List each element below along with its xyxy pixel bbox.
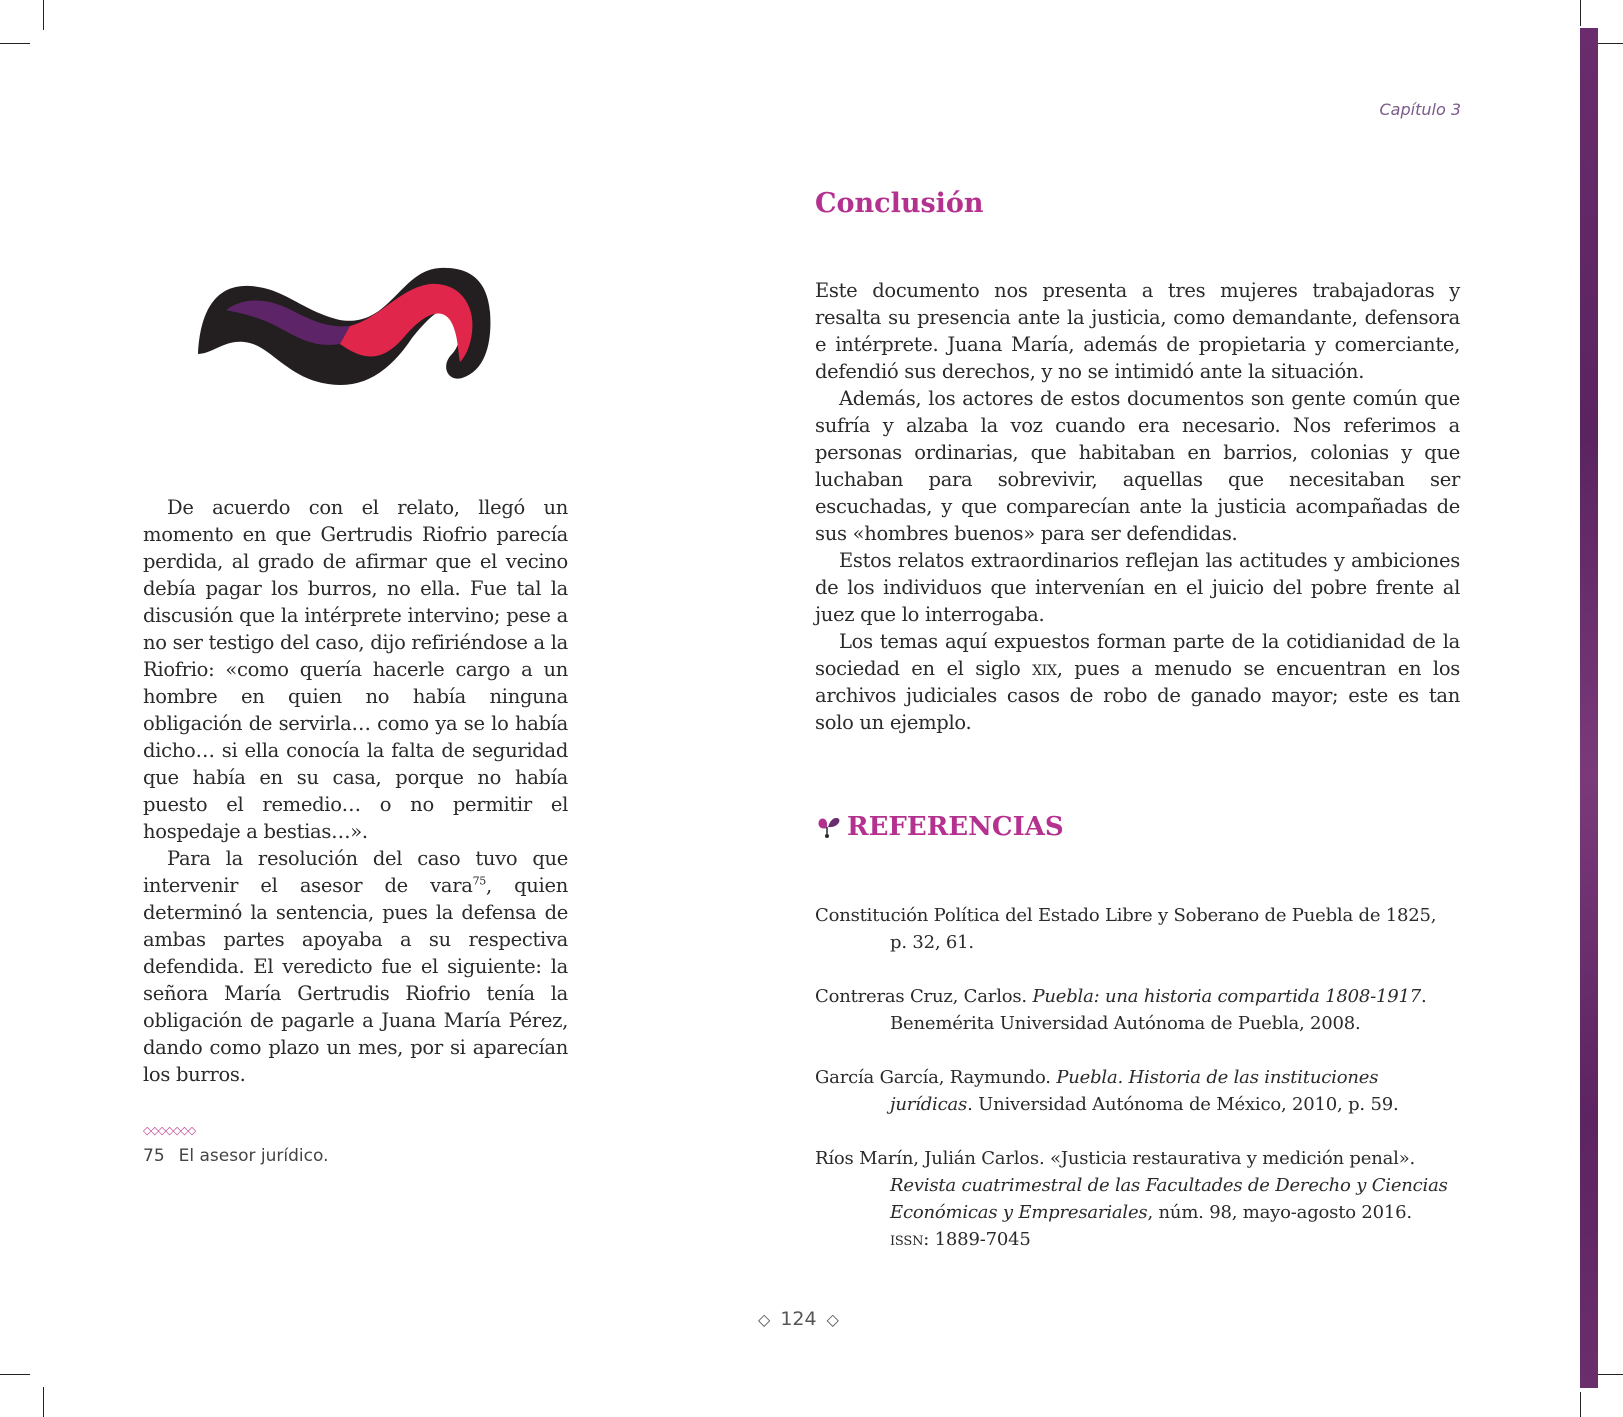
butterfly-icon xyxy=(815,814,841,840)
reference-title: Revista cuatrimestral de las Facultades de Derecho y Ciencias Económicas y Empresariales xyxy=(890,1175,1448,1223)
text-run: , pues a menudo se encuentran en los archivos judiciales casos de robo de ganado mayor; este es tan solo un ejemplo. xyxy=(815,657,1460,734)
diamond-icon: ◇ xyxy=(826,1309,839,1329)
reference-author: Ríos Marín, Julián Carlos. «Justicia restaurativa y medición penal». xyxy=(815,1148,1416,1169)
paragraph: De acuerdo con el relato, llegó un momento en que Gertrudis Riofrio parecía perdida, al grado de afirmar que el vecino debía pagar los burros, no ella. Fue tal la discusión que la intérprete intervino; pese a no ser testigo del caso, dijo refiriéndose a la Riofrio: «como quería hacerle cargo a un hombre en quien no había ninguna obligación de servirla… como ya se lo había dicho… si ella conocía la falta de seguridad que había en su casa, porque no había puesto el remedio… o no permitir el hospedaje a bestias…». xyxy=(143,496,568,843)
paragraph xyxy=(815,628,1460,736)
reference-details: . Universidad Autónoma de México, 2010, p. 59. xyxy=(967,1094,1399,1115)
paragraph: Estos relatos extraordinarios reflejan las actitudes y ambiciones de los individuos que intervenían en el juicio del pobre frente al juez que lo interrogaba. xyxy=(815,549,1460,626)
footnote-number: 75 xyxy=(143,1146,165,1166)
page-number-value: 124 xyxy=(780,1308,817,1330)
page-edge-strip xyxy=(1580,28,1598,1388)
page-number xyxy=(758,1308,839,1330)
footnote-divider: ◇◇◇◇◇◇◇ xyxy=(143,1124,196,1137)
crop-mark xyxy=(43,0,44,30)
chapter-header: Capítulo 3 xyxy=(1379,100,1461,119)
references-title: REFERENCIAS xyxy=(847,812,1064,842)
section-title: Conclusión xyxy=(815,188,984,219)
reference-details: . Benemérita Universidad Autónoma de Puebla, 2008. xyxy=(890,986,1427,1034)
text-run: , quien determinó la sentencia, pues la defensa de ambas partes apoyaba a su respectiva defendida. El veredicto fue el siguiente: la señora María Gertrudis Riofrio tenía la obligación de pagarle a Juana María Pérez, dando como plazo un mes, por si aparecían los burros. xyxy=(143,874,568,1086)
crop-mark xyxy=(1580,1392,1581,1417)
references-list xyxy=(815,902,1455,1280)
reference-author: Contreras Cruz, Carlos. xyxy=(815,986,1033,1007)
reference-item xyxy=(815,1145,1455,1253)
reference-title: Puebla: una historia compartida 1808-1917 xyxy=(1032,986,1422,1007)
text-run: Para la resolución del caso tuvo que intervenir el asesor de vara xyxy=(143,847,568,897)
crop-mark xyxy=(1598,43,1623,44)
reference-details: : 1889-7045 xyxy=(923,1229,1031,1250)
reference-item xyxy=(815,983,1455,1037)
references-heading xyxy=(815,812,1064,842)
small-caps: xix xyxy=(1032,657,1057,680)
paragraph xyxy=(143,845,568,1088)
reference-item xyxy=(815,1064,1455,1118)
crop-mark xyxy=(43,1387,44,1417)
wave-illustration xyxy=(190,262,520,392)
footnote-ref[interactable]: 75 xyxy=(472,874,486,888)
reference-author: García García, Raymundo. xyxy=(815,1067,1057,1088)
crop-mark xyxy=(0,43,30,44)
crop-mark xyxy=(1598,1374,1623,1375)
paragraph: Este documento nos presenta a tres mujeres trabajadoras y resalta su presencia ante la justicia, como demandante, defensora e intérprete. Juana María, además de propietaria y comerciante, defendió sus derechos, y no se intimidó ante la situación. xyxy=(815,279,1460,383)
text-run: Los temas aquí expuestos forman parte de la cotidianidad de la sociedad en el siglo xyxy=(815,630,1460,680)
left-column xyxy=(143,494,568,1088)
reference-item: Constitución Política del Estado Libre y Soberano de Puebla de 1825, p. 32, 61. xyxy=(815,905,1437,953)
crop-mark xyxy=(1580,0,1581,26)
footnote-text: El asesor jurídico. xyxy=(178,1146,329,1166)
footnote xyxy=(143,1146,328,1166)
reference-details: , núm. 98, mayo-agosto 2016. xyxy=(1147,1202,1412,1223)
reference-title: Puebla. Historia de las instituciones jurídicas xyxy=(890,1067,1379,1115)
right-column xyxy=(815,277,1460,736)
diamond-icon: ◇ xyxy=(758,1309,771,1329)
paragraph: Además, los actores de estos documentos son gente común que sufría y alzaba la voz cuando era necesario. Nos referimos a personas ordinarias, que habitaban en barrios, colonias y que luchaban para sobrevivir, aquellas que necesitaban ser escuchadas, y que comparecían ante la justicia acompañadas de sus «hombres buenos» para ser defendidas. xyxy=(815,387,1460,545)
small-caps: issn xyxy=(890,1229,924,1250)
crop-mark xyxy=(0,1374,30,1375)
